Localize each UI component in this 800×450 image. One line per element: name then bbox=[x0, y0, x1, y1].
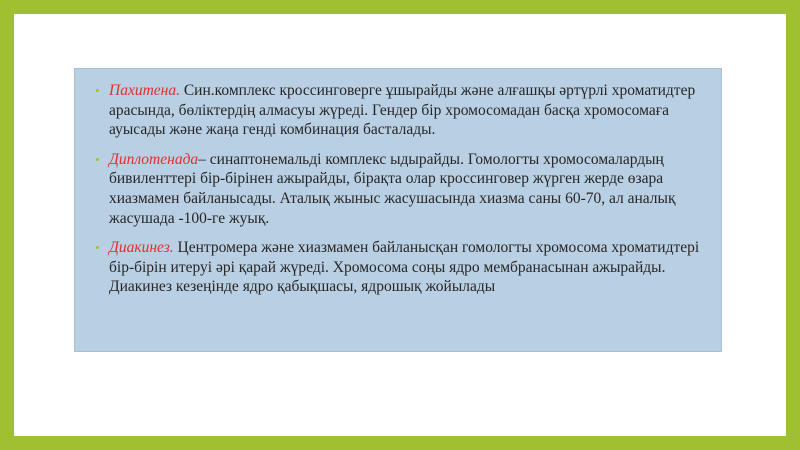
term-diplotene: Диплотенада bbox=[109, 150, 199, 168]
text-pachytene: Син.комплекс кроссинговерге ұшырайды және алғашқы әртүрлі хроматидтер арасында, бөліктердің алмасуы жүреді. Гендер бір хромосомадан басқа хромосомаға ауысады және жаңа генді комбинация басталады. bbox=[109, 82, 696, 139]
term-pachytene: Пахитена. bbox=[109, 82, 180, 99]
bullet-icon: • bbox=[95, 240, 100, 256]
slide bbox=[14, 14, 786, 436]
text-diakinesis: Центромера және хиазмамен байланысқан гомологты хромосома хроматидтері бір-бірін итеруі әрі қарай жүреді. Хромосома соңы ядро мембранасынан ажырайды. Диакинез кезеңінде ядро қабықшасы, ядрошық жойылады bbox=[109, 239, 700, 296]
bullet-icon: • bbox=[95, 83, 100, 98]
paragraph-diakinesis bbox=[95, 238, 701, 297]
content-box bbox=[74, 68, 722, 352]
text-diplotene: – синаптонемальді комплекс ыдырайды. Гомологты хромосомалардың бивиленттері бір-бірінен ажырайды, бірақта олар кроссинговер жүрген жерде өзара хиазмамен байланысады. Аталық жыныс жасушасында хиазма саны 60-70, ал аналық жасушада -100-ге жуық. bbox=[109, 150, 676, 227]
term-diakinesis: Диакинез. bbox=[109, 239, 174, 257]
paragraph-pachytene bbox=[95, 81, 701, 140]
bullet-icon: • bbox=[95, 151, 100, 167]
paragraph-diplotene bbox=[95, 150, 701, 228]
